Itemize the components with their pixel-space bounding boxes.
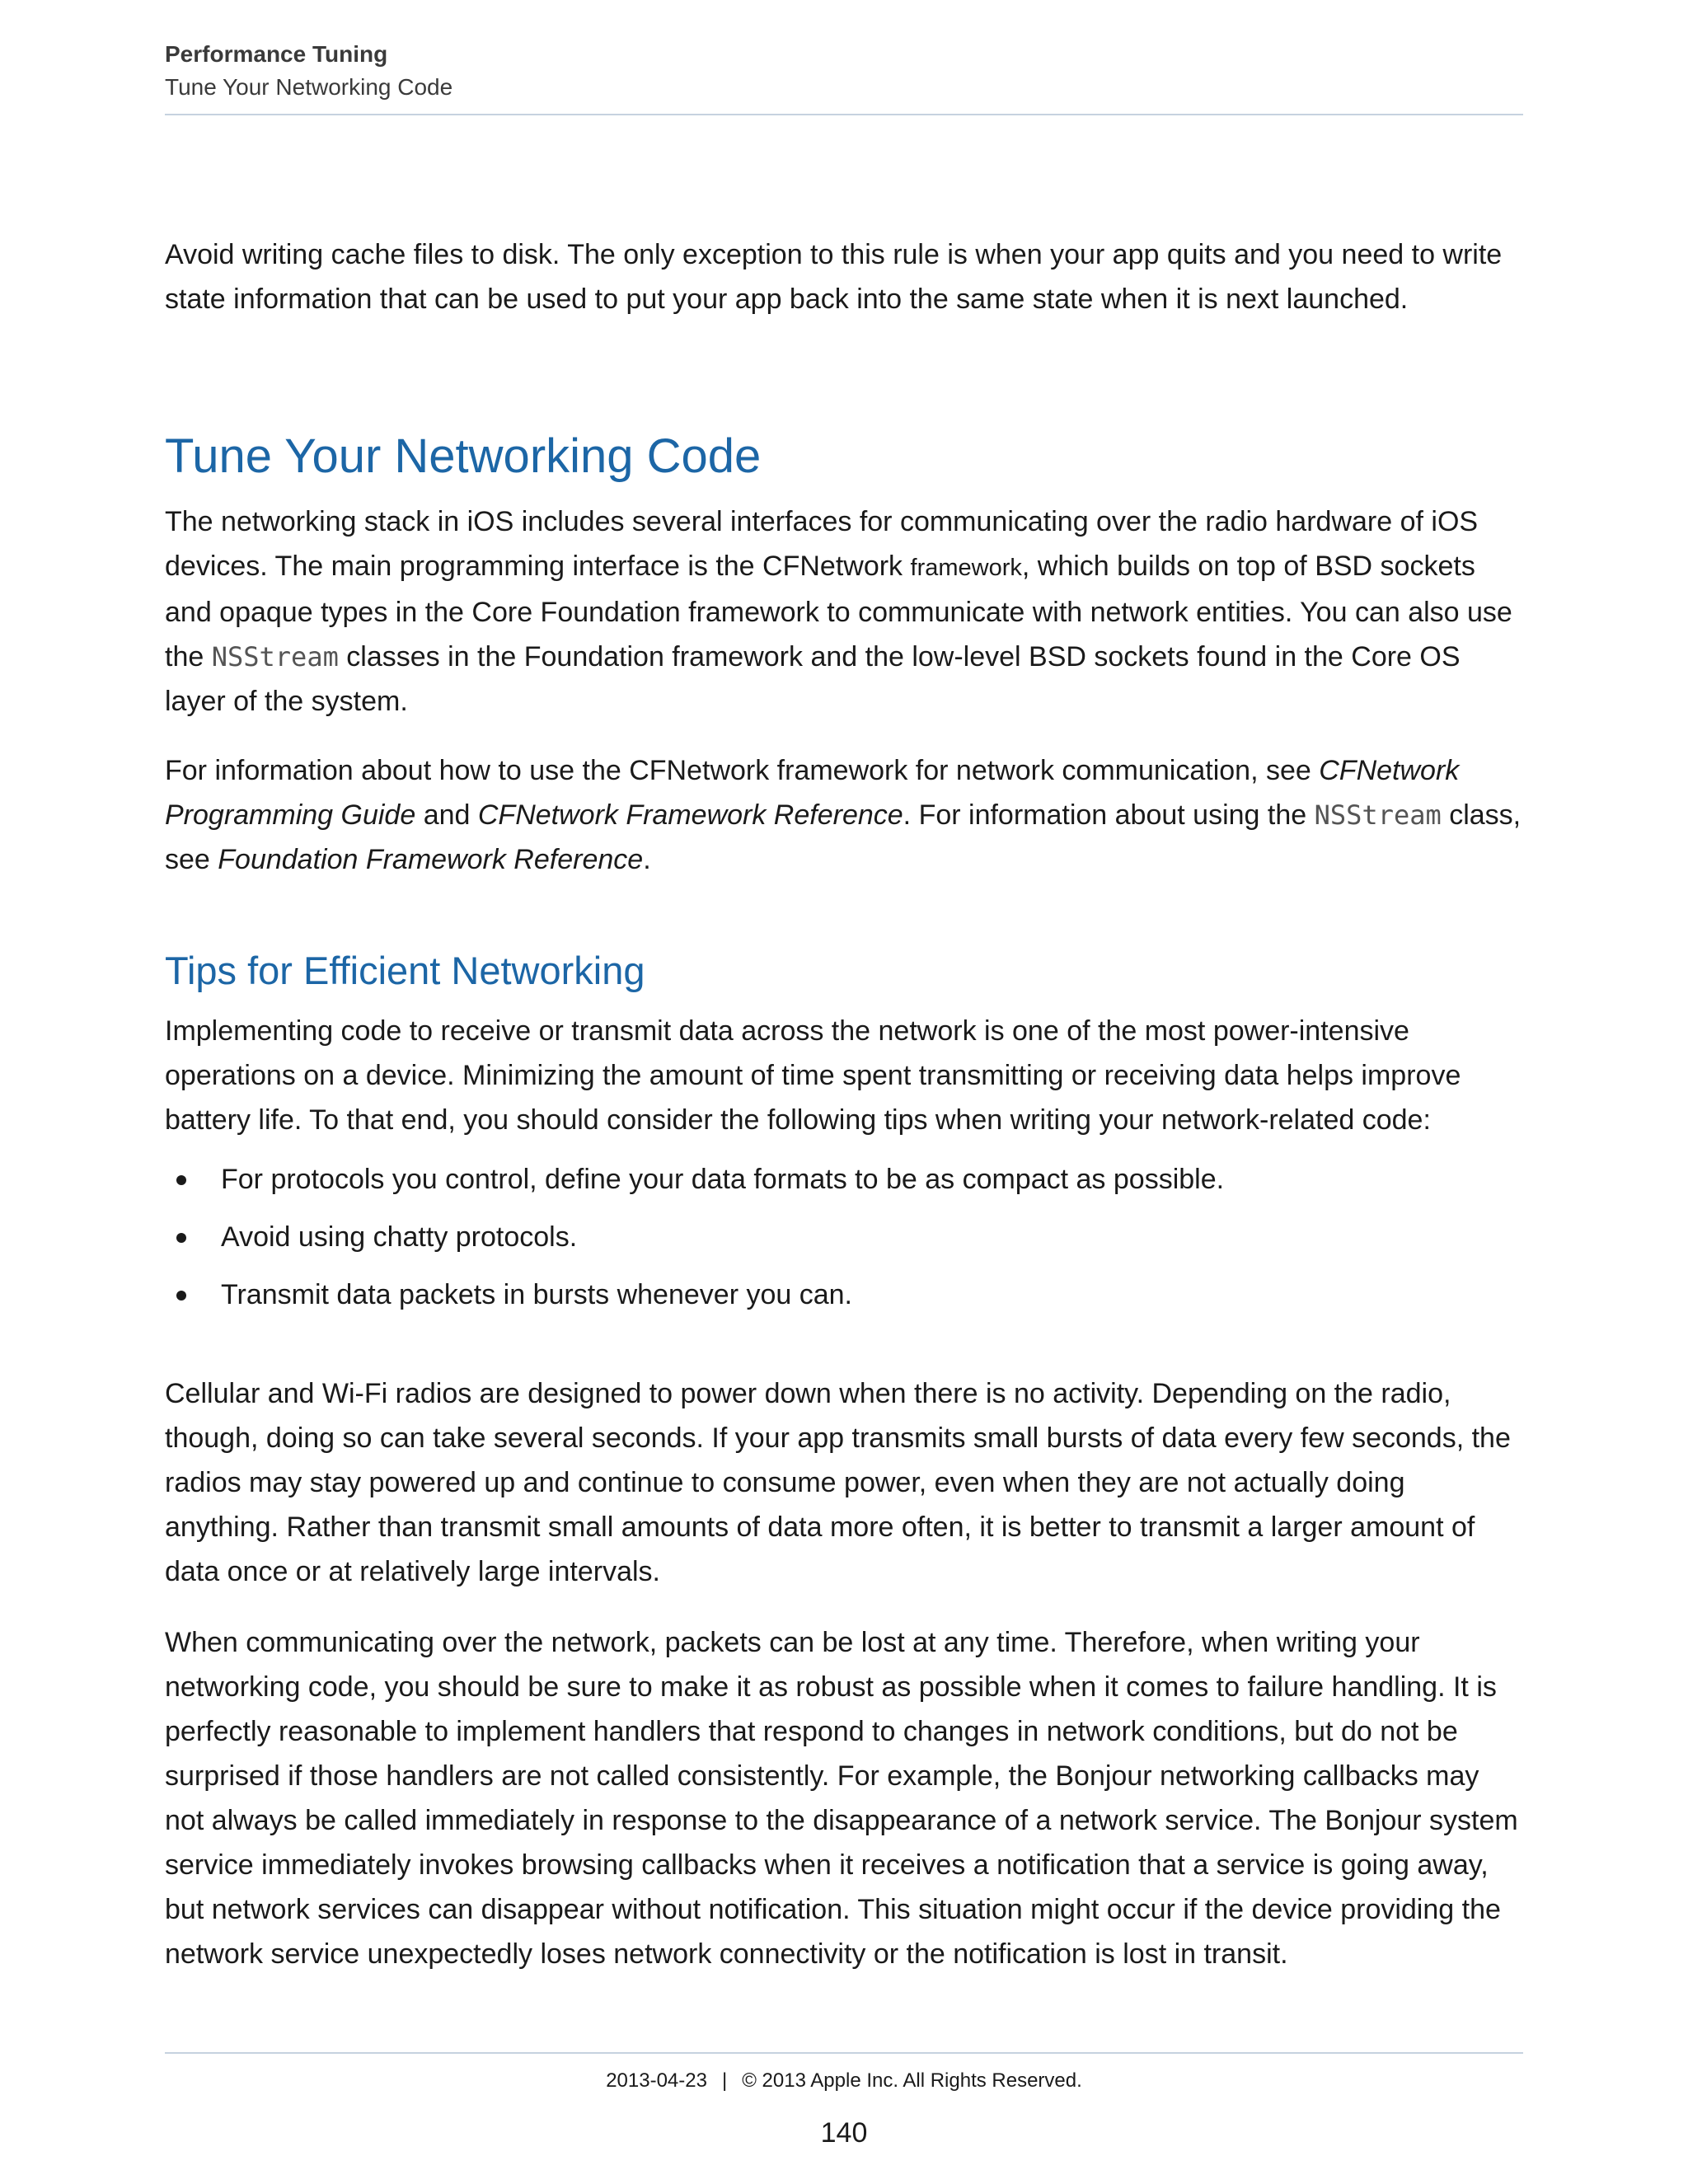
- list-item-text: Transmit data packets in bursts whenever you can.: [221, 1279, 852, 1310]
- failure-paragraph-block: [165, 1620, 1523, 1976]
- footer-date: 2013-04-23: [606, 2069, 707, 2092]
- running-header: [165, 38, 1523, 104]
- cfnetwork-programming-guide-link[interactable]: CFNetwork Programming Guide: [165, 755, 1460, 831]
- text-run: class, see: [165, 799, 1522, 875]
- intro-block: [165, 232, 1523, 321]
- list-item-text: Avoid using chatty protocols.: [221, 1221, 578, 1253]
- running-header-chapter: Performance Tuning: [165, 41, 388, 67]
- footer-copyright: © 2013 Apple Inc. All Rights Reserved.: [742, 2069, 1082, 2092]
- nsstream-code: NSStream: [211, 641, 339, 673]
- footer: [165, 2064, 1523, 2097]
- list-item-text: For protocols you control, define your data formats to be as compact as possible.: [221, 1164, 1225, 1195]
- text-run: and: [415, 799, 478, 831]
- list-item: [165, 1157, 1523, 1215]
- bullet-icon: [176, 1175, 186, 1185]
- footer-divider: [165, 2052, 1523, 2054]
- bullet-icon: [176, 1233, 186, 1243]
- page-number: 140: [820, 2117, 868, 2149]
- nsstream-code: NSStream: [1314, 799, 1442, 831]
- list-item: [165, 1272, 1523, 1330]
- running-header-section: Tune Your Networking Code: [165, 74, 453, 100]
- failure-handling-paragraph: When communicating over the network, packets can be lost at any time. Therefore, when writing your networking code, you should be sure to make it as robust as possible when it comes to failure handling. It is perfectly reasonable to implement handlers that respond to changes in network conditions, but do not be surprised if those handlers are not called consistently. For example, the Bonjour networking callbacks may not always be called immediately in response to the disappearance of a network service. The Bonjour system service immediately invokes browsing callbacks when it receives a notification that a service is going away, but network services can disappear without notification. This situation might occur if the device providing the network service unexpectedly loses network connectivity or the notification is lost in transit.: [165, 1627, 1518, 1970]
- framework-word: framework: [910, 555, 1022, 581]
- cellular-paragraph-block: [165, 1371, 1523, 1594]
- text-run: .: [643, 844, 651, 875]
- text-run: , which builds on top of BSD sockets and opaque types in the Core Foundation framework to communicate with network entities. You can also use the: [165, 551, 1512, 673]
- section-heading: Tune Your Networking Code: [165, 429, 762, 483]
- text-run: The networking stack in iOS includes several interfaces for communicating over the radio hardware of iOS devices. The main programming interface is the CFNetwork: [165, 506, 1479, 582]
- section-paragraph-1: [165, 499, 1523, 724]
- subsection-intro: Implementing code to receive or transmit data across the network is one of the most power-intensive operations on a device. Minimizing the amount of time spent transmitting or receiving data helps improve battery life. To that end, you should consider the following tips when writing your network-related code:: [165, 1015, 1461, 1136]
- section-paragraph-2-block: [165, 748, 1523, 882]
- cfnetwork-framework-reference-link[interactable]: CFNetwork Framework Reference: [477, 799, 903, 831]
- tips-list: [165, 1157, 1523, 1330]
- document-page: [165, 0, 1523, 2184]
- header-divider: [165, 114, 1523, 115]
- bullet-icon: [176, 1291, 186, 1301]
- text-run: For information about how to use the CFNetwork framework for network communication, see: [165, 755, 1320, 786]
- intro-paragraph: Avoid writing cache files to disk. The only exception to this rule is when your app quits and you need to write state information that can be used to put your app back into the same state when it is next launched.: [165, 239, 1503, 315]
- cellular-paragraph: Cellular and Wi-Fi radios are designed to power down when there is no activity. Depending on the radio, though, doing so can take several seconds. If your app transmits small bursts of data every few seconds, the radios may stay powered up and continue to consume power, even when they are not actually doing anything. Rather than transmit small amounts of data more often, it is better to transmit a larger amount of data once or at relatively large intervals.: [165, 1378, 1511, 1587]
- text-run: classes in the Foundation framework and the low-level BSD sockets found in the Core OS layer of the system.: [165, 641, 1461, 717]
- foundation-framework-reference-link[interactable]: Foundation Framework Reference: [218, 844, 644, 875]
- list-item: [165, 1215, 1523, 1272]
- subsection-heading: Tips for Efficient Networking: [165, 949, 645, 992]
- footer-separator: |: [721, 2069, 728, 2092]
- subsection-intro-block: [165, 1009, 1523, 1142]
- section-paragraph-1-block: [165, 499, 1523, 724]
- text-run: . For information about using the: [903, 799, 1315, 831]
- section-paragraph-2: [165, 748, 1523, 882]
